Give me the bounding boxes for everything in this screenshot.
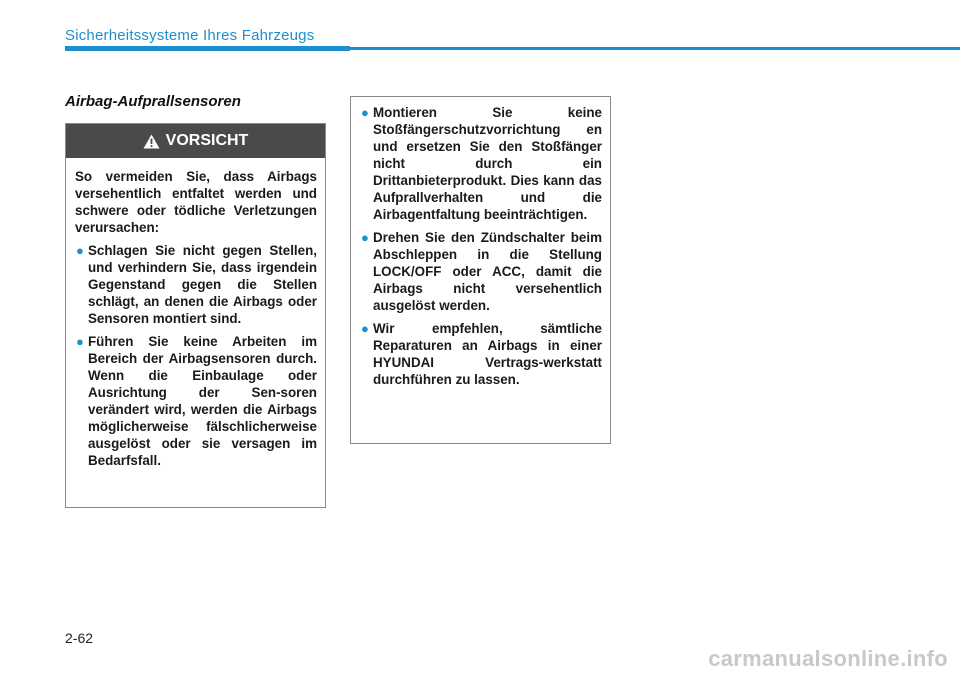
list-item xyxy=(75,333,317,469)
section-title: Airbag-Aufprallsensoren xyxy=(65,93,241,110)
caution-continued-box xyxy=(350,96,611,444)
list-item xyxy=(360,229,602,314)
chapter-title: Sicherheitssysteme Ihres Fahrzeugs xyxy=(65,27,315,44)
warning-triangle-icon xyxy=(143,134,160,149)
caution-header xyxy=(66,124,325,158)
caution-intro: So vermeiden Sie, dass Airbags versehentlich entfaltet werden und schwere oder tödliche Verletzungen verursachen: xyxy=(75,169,317,235)
bullet-dot: ● xyxy=(361,321,369,336)
page-number: 2-62 xyxy=(65,630,94,646)
list-item-text: Schlagen Sie nicht gegen Stellen, und verhindern Sie, dass irgendein Gegenstand gegen die Stellen schlägt, an denen die Airbags oder Sensoren montiert sind. xyxy=(88,243,317,326)
list-item xyxy=(360,320,602,388)
watermark: carmanualsonline.info xyxy=(708,646,948,671)
caution-label: VORSICHT xyxy=(165,132,249,149)
list-item-text: Wir empfehlen, sämtliche Reparaturen an Airbags in einer HYUNDAI Vertrags-werkstatt durchführen zu lassen. xyxy=(373,321,602,387)
caution-box xyxy=(65,123,326,508)
list-item-text: Drehen Sie den Zündschalter beim Abschleppen in die Stellung LOCK/OFF oder ACC, damit die Airbags nicht versehentlich ausgelöst werden. xyxy=(373,230,602,313)
list-item xyxy=(360,104,602,223)
header-rule xyxy=(65,47,960,50)
bullet-dot: ● xyxy=(76,334,84,349)
bullet-dot: ● xyxy=(361,230,369,245)
list-item xyxy=(75,242,317,327)
list-item-text: Führen Sie keine Arbeiten im Bereich der Airbagsensoren durch. Wenn die Einbaulage oder Ausrichtung der Sen-soren verändert wird, werden die Airbags möglicherweise fälschlicherweise ausgelöst oder sie versagen im Bedarfsfall. xyxy=(88,334,317,468)
bullet-dot: ● xyxy=(76,243,84,258)
bullet-dot: ● xyxy=(361,105,369,120)
list-item-text: Montieren Sie keine Stoßfängerschutzvorrichtung en und ersetzen Sie den Stoßfänger nicht durch ein Drittanbieterprodukt. Dies kann das Aufprallverhalten und die Airbagentfaltung beeinträchtigen. xyxy=(373,105,602,222)
